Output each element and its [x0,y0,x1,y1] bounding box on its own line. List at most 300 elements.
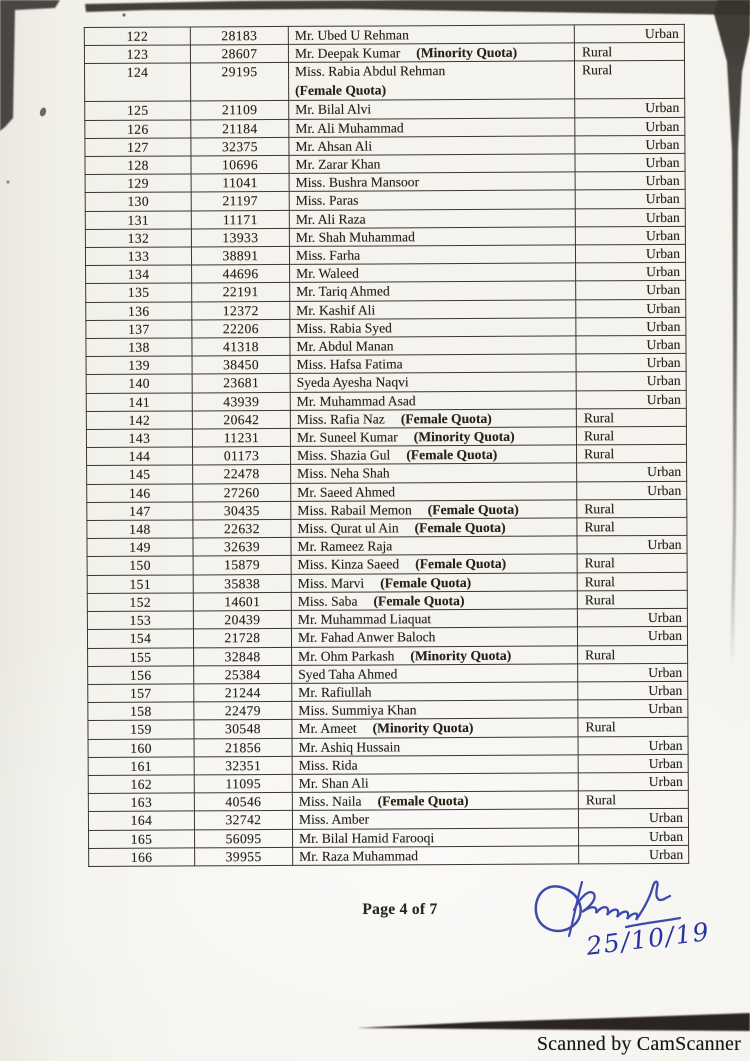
serial-number-cell: 132 [85,229,191,248]
roll-number-cell: 28607 [190,45,288,64]
candidate-name-cell [291,536,577,556]
candidate-name: Mr. Deepak Kumar [294,45,401,62]
area-value: Urban [648,810,683,826]
candidate-name-cell [289,118,575,138]
serial-number-cell: 147 [87,502,193,521]
candidate-name: Mr. Tariq Ahmed [296,283,390,300]
area-cell [577,517,687,536]
area-value: Urban [644,25,679,42]
serial-number-cell: 161 [88,757,194,776]
area-cell [578,790,688,809]
candidate-name: Mr. Kashif Ali [296,302,376,318]
area-cell [576,317,686,336]
area-cell [575,190,685,209]
area-value: Rural [584,573,615,590]
area-value: Urban [645,209,680,225]
roll-number-cell: 38450 [192,356,290,375]
serial-number-cell: 139 [86,356,192,375]
table-row [88,790,688,811]
roll-number-cell: 11095 [194,774,292,793]
candidate-name: Mr. Ali Muhammad [295,119,404,136]
serial-number-cell: 136 [86,302,192,321]
serial-number-cell: 141 [86,393,192,412]
area-value: Urban [649,846,684,862]
table-row [86,426,686,447]
table-row [87,517,687,538]
area-value: Urban [647,464,682,480]
area-cell [577,481,687,500]
quota-label: (Female Quota) [414,519,506,536]
candidate-name: Mr. Suneel Kumar [296,429,398,445]
candidate-name-cell [291,500,577,520]
roll-number-cell: 12372 [192,301,290,320]
table-row [87,590,687,611]
quota-label: (Minority Quota) [410,647,512,663]
candidate-name-cell [290,281,576,301]
serial-number-cell: 152 [87,593,193,612]
table-row [88,718,688,739]
candidate-name: Mr. Saeed Ahmed [297,484,396,500]
serial-number-cell: 144 [87,447,193,466]
area-value: Urban [648,773,683,789]
serial-number-cell: 150 [87,556,193,575]
candidate-name-cell [291,554,577,574]
candidate-name-cell [292,645,578,665]
area-value: Urban [645,100,680,116]
candidate-name-cell [290,372,576,392]
serial-number-cell: 129 [85,174,191,193]
candidate-name-cell [289,99,575,119]
candidate-name-cell [293,846,579,866]
candidate-name: Mr. Bilal Hamid Farooqi [299,829,435,846]
candidate-name-cell [290,300,576,320]
serial-number-cell: 133 [85,247,191,266]
area-value: Rural [584,501,615,517]
area-cell [576,335,686,354]
candidate-name: Mr. Ohm Parkash [298,647,395,664]
area-value: Urban [648,700,683,717]
candidate-name: Syed Taha Ahmed [298,666,398,682]
candidate-name-cell [291,482,577,502]
area-value: Rural [584,555,615,571]
area-cell [576,372,686,391]
area-cell [577,536,687,555]
candidate-name: Mr. Fahad Anwer Baloch [297,629,436,646]
candidate-name-cell [289,245,575,265]
quota-label: (Female Quota) [400,410,492,427]
serial-number-cell: 137 [86,320,192,339]
scan-shadow-bottom [356,1013,750,1031]
area-value: Rural [585,646,616,662]
candidate-name: Mr. Waleed [296,265,359,282]
scan-shadow-top-left [0,0,60,131]
roll-number-cell: 21109 [191,101,289,120]
area-cell [578,827,688,846]
candidate-name-cell [292,773,578,793]
candidate-name-cell [290,354,576,374]
candidate-name-cell [292,682,578,702]
candidate-name-cell [292,718,578,738]
serial-number-cell: 157 [88,684,194,703]
roll-number-cell: 11171 [191,210,289,229]
quota-label: (Minority Quota) [413,428,515,445]
candidate-name-cell [292,700,578,720]
serial-number-cell: 159 [88,720,194,739]
candidate-name-cell [292,736,578,756]
area-cell [575,117,685,136]
camscanner-watermark: Scanned by CamScanner [536,1033,741,1055]
candidate-name-cell [293,827,579,847]
area-cell [575,172,685,191]
scan-shadow-top [85,0,750,15]
roll-number-cell: 11041 [191,174,289,193]
candidate-name: Mr. Bilal Alvi [295,101,372,118]
candidate-name-cell [292,791,578,811]
candidate-name: Miss. Amber [298,811,370,828]
candidate-name-cell [290,409,576,429]
serial-number-cell: 158 [88,702,194,721]
table-row [86,408,686,429]
roll-number-cell: 13933 [191,228,289,247]
candidate-name: Mr. Shah Muhammad [295,229,415,245]
area-cell [577,499,687,518]
area-value: Rural [584,592,616,608]
candidate-name: Miss. Neha Shah [297,465,390,482]
candidate-name: Miss. Bushra Mansoor [295,174,420,191]
serial-number-cell: 131 [85,211,191,230]
serial-number-cell: 125 [85,101,191,120]
roll-number-cell: 22478 [193,465,291,484]
roll-number-cell: 11231 [192,428,290,447]
candidate-name-cell [290,336,576,356]
serial-number-cell: 162 [88,775,194,794]
roll-number-cell: 22206 [192,319,290,338]
table-row [87,445,687,466]
area-cell [578,736,688,755]
serial-number-cell: 138 [86,338,192,357]
candidate-name-cell [292,809,578,829]
area-value: Urban [648,755,683,771]
candidate-name: Miss. Saba [297,593,358,609]
quota-label: (Female Quota) [406,447,498,463]
scan-speck [122,13,125,16]
area-cell [577,627,687,646]
area-value: Urban [646,391,681,407]
serial-number-cell: 140 [86,374,192,393]
roll-number-cell: 28183 [190,26,288,45]
quota-label: (Female Quota) [380,574,472,591]
serial-number-cell: 142 [86,411,192,430]
serial-number-cell: 166 [89,848,195,867]
area-cell [574,24,684,43]
roll-number-cell: 27260 [193,483,291,502]
candidate-name-cell [288,43,574,63]
area-cell [575,208,685,227]
area-value: Urban [645,245,681,262]
roll-number-cell: 22632 [193,520,291,539]
candidate-name-cell [291,591,577,611]
serial-number-cell: 135 [86,283,192,302]
area-cell [579,845,689,864]
area-cell [577,554,687,573]
quota-label: (Female Quota) [373,592,465,609]
candidate-name: Mr. Shan Ali [298,775,369,791]
candidate-name: Miss. Rida [298,757,358,773]
area-cell [576,408,686,427]
candidate-name: Mr. Raza Muhammad [299,848,419,864]
candidate-name-cell [292,755,578,775]
table-row [89,845,689,866]
quota-label: (Minority Quota) [416,44,518,61]
serial-number-cell: 130 [85,192,191,211]
area-value: Rural [584,519,615,535]
serial-number-cell: 165 [89,829,195,848]
candidate-table-wrap [84,24,689,867]
candidate-name: Mr. Ubed U Rehman [294,27,409,43]
candidate-name-cell [292,664,578,684]
roll-number-cell: 29195 [190,63,288,102]
roll-number-cell: 32848 [194,647,292,666]
area-value: Urban [645,173,680,189]
candidate-name: Mr. Abdul Manan [296,338,394,354]
area-cell [578,772,688,791]
candidate-table [84,24,689,867]
roll-number-cell: 21197 [191,192,289,211]
area-cell [576,263,686,282]
table-row [87,499,687,520]
roll-number-cell: 43939 [192,392,290,411]
roll-number-cell: 22191 [192,283,290,302]
area-value: Urban [645,118,680,134]
scan-shadow-right [714,0,750,668]
area-value: Rural [584,446,615,462]
serial-number-cell: 153 [87,611,193,630]
area-value: Urban [646,373,681,389]
candidate-name: Miss. Shazia Gul [297,447,391,464]
candidate-name-cell [291,518,577,538]
quota-label: (Female Quota) [427,501,519,518]
roll-number-cell: 41318 [192,337,290,356]
table-row [84,43,684,64]
roll-number-cell: 01173 [193,447,291,466]
scan-speck [39,107,47,117]
candidate-name-cell [291,573,577,593]
roll-number-cell: 21184 [191,119,289,138]
scan-speck [6,180,9,183]
area-cell [576,390,686,409]
area-cell [575,226,685,245]
serial-number-cell: 154 [87,629,193,648]
candidate-name: Mr. Zarar Khan [295,156,381,172]
area-value: Urban [646,318,681,334]
candidate-name-cell [290,427,576,447]
quota-label: (Minority Quota) [372,720,474,736]
candidate-name: Mr. Ashiq Hussain [298,738,401,755]
candidate-name: Miss. Hafsa Fatima [296,356,403,373]
candidate-name-cell [289,136,575,156]
serial-number-cell: 146 [87,484,193,503]
serial-number-cell: 148 [87,520,193,539]
area-cell [578,645,688,664]
serial-number-cell: 145 [87,465,193,484]
area-cell [578,718,688,737]
area-cell [575,99,685,118]
area-value: Rural [583,428,615,444]
roll-number-cell: 32375 [191,137,289,156]
table-row [87,572,687,593]
area-cell [577,590,687,609]
roll-number-cell: 40546 [194,793,292,812]
candidate-name: Mr. Ali Raza [295,211,366,227]
area-value: Urban [647,482,682,498]
candidate-name: Miss. Farha [295,247,361,263]
area-value: Urban [646,264,681,280]
roll-number-cell: 14601 [193,592,291,611]
candidate-name: Mr. Muhammad Asad [296,392,416,409]
area-value: Urban [647,628,683,644]
roll-number-cell: 21244 [194,683,292,702]
area-cell [577,463,687,482]
quota-label: (Female Quota) [415,556,507,572]
area-value: Urban [648,737,683,753]
candidate-name-cell [290,318,576,338]
candidate-name: Miss. Rabail Memon [297,502,412,518]
roll-number-cell: 22479 [194,702,292,721]
candidate-name: Mr. Ameet [298,720,357,737]
roll-number-cell: 32639 [193,538,291,557]
area-cell [577,572,687,591]
area-cell [577,608,687,627]
candidate-name: Miss. Summiya Khan [298,702,417,719]
roll-number-cell: 20642 [192,410,290,429]
candidate-name: Mr. Rafiullah [298,684,372,700]
roll-number-cell: 44696 [192,265,290,284]
candidate-name-cell [290,391,576,411]
area-cell [576,426,686,445]
area-cell [575,135,685,154]
serial-number-cell: 155 [88,647,194,666]
area-value: Urban [645,154,680,171]
candidate-name-cell [291,445,577,465]
area-value: Urban [645,136,680,152]
signature-date: 25/10/19 [584,916,712,961]
candidate-name: Miss. Rabia Abdul Rehman [294,63,446,80]
roll-number-cell: 23681 [192,374,290,393]
area-value: Rural [581,44,613,60]
roll-number-cell: 32351 [194,756,292,775]
roll-number-cell: 35838 [193,574,291,593]
area-cell [574,43,684,62]
quota-label: (Female Quota) [295,82,387,98]
roll-number-cell: 20439 [193,611,291,630]
candidate-name-cell [289,172,575,192]
serial-number-cell: 156 [88,666,194,685]
quota-label: (Female Quota) [377,793,469,809]
roll-number-cell: 56095 [195,829,293,848]
candidate-name-cell [289,227,575,247]
area-value: Urban [647,537,682,553]
area-cell [578,699,688,718]
candidate-name-cell [289,209,575,229]
area-value: Urban [645,191,680,207]
table-row [87,554,687,575]
candidate-name: Syeda Ayesha Naqvi [296,374,409,391]
area-cell [578,754,688,773]
roll-number-cell: 15879 [193,556,291,575]
serial-number-cell: 123 [84,45,190,64]
area-value: Urban [645,227,680,243]
area-value: Urban [646,336,681,353]
candidate-name-cell [289,154,575,174]
serial-number-cell: 164 [88,811,194,830]
roll-number-cell: 30435 [193,501,291,520]
roll-number-cell: 25384 [194,665,292,684]
area-value: Urban [646,300,681,316]
candidate-name: Miss. Marvi [297,575,365,591]
area-cell [576,281,686,300]
serial-number-cell: 126 [85,120,191,139]
roll-number-cell: 32742 [194,811,292,830]
candidate-name: Miss. Rabia Syed [296,320,392,336]
candidate-name-cell [288,61,574,100]
serial-number-cell: 122 [84,27,190,46]
area-cell [574,61,684,100]
area-cell [576,354,686,373]
candidate-name: Mr. Rameez Raja [297,538,393,555]
candidate-name: Mr. Ahsan Ali [295,138,373,154]
candidate-name-cell [291,609,577,629]
roll-number-cell: 10696 [191,155,289,174]
candidate-name-cell [288,25,574,45]
candidate-name-cell [291,463,577,483]
roll-number-cell: 39955 [195,847,293,866]
area-value: Urban [649,828,684,844]
candidate-name: Miss. Paras [295,192,359,209]
candidate-name: Miss. Kinza Saeed [297,556,400,573]
area-cell [576,299,686,318]
serial-number-cell: 160 [88,738,194,757]
table-row [88,645,688,666]
area-cell [576,445,686,464]
area-value: Urban [648,682,683,698]
serial-number-cell: 134 [86,265,192,284]
area-value: Urban [647,609,682,626]
roll-number-cell: 21728 [193,629,291,648]
area-value: Urban [648,664,683,680]
candidate-name: Miss. Rafia Naz [296,411,385,427]
area-value: Rural [585,792,617,808]
area-cell [578,681,688,700]
serial-number-cell: 128 [85,156,191,175]
candidate-name: Mr. Muhammad Liaquat [297,611,432,627]
roll-number-cell: 38891 [191,246,289,265]
candidate-name-cell [290,263,576,283]
serial-number-cell: 163 [88,793,194,812]
page-number-label: Page 4 of 7 [362,901,438,918]
area-cell [578,809,688,828]
area-cell [575,244,685,263]
area-value: Urban [646,282,681,298]
area-value: Urban [646,355,681,371]
serial-number-cell: 127 [85,138,191,157]
serial-number-cell: 143 [86,429,192,448]
area-value: Rural [583,410,615,426]
serial-number-cell: 124 [84,63,190,102]
roll-number-cell: 21856 [194,738,292,757]
candidate-name-cell [291,627,577,647]
area-cell [575,153,685,172]
candidate-name-cell [289,190,575,210]
